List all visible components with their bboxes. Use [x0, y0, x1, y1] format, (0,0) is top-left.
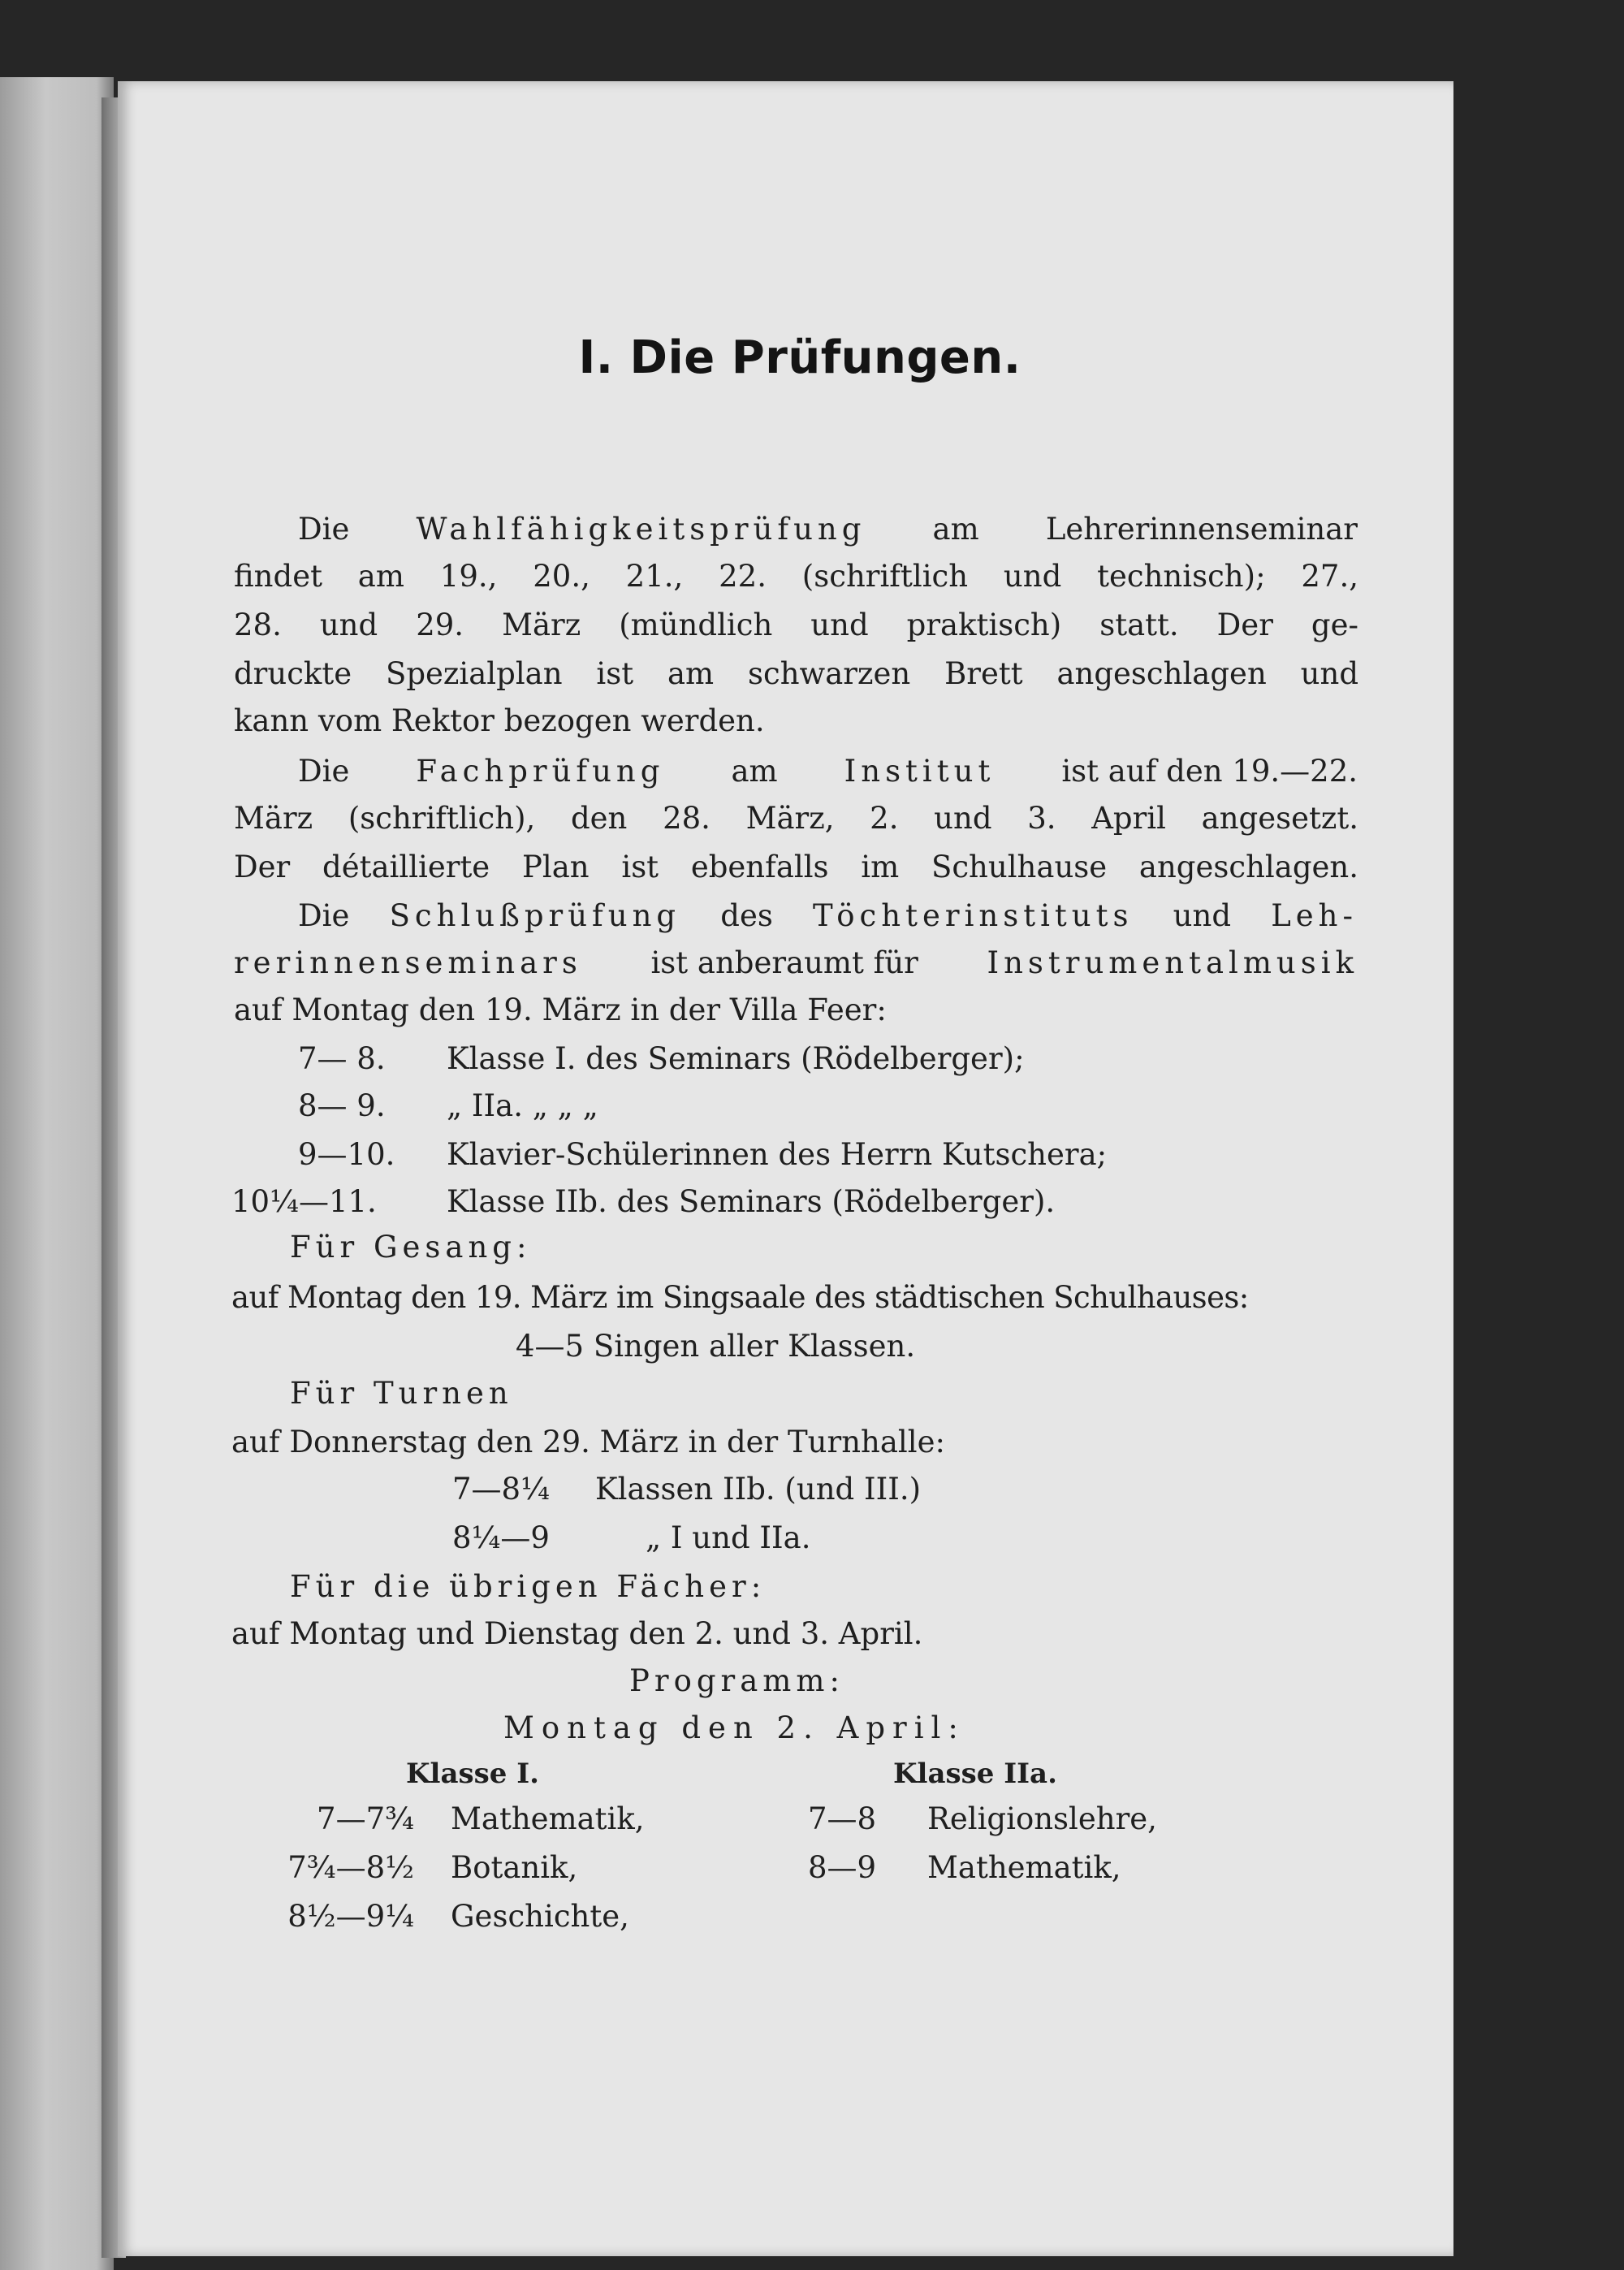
gesang-item: 4—5 Singen aller Klassen. [516, 1329, 916, 1364]
p1-line-4: druckte Spezialplan ist am schwarzen Brett angeschlagen und [234, 656, 1358, 691]
instr-time-3: 9—10. [298, 1137, 395, 1172]
p3-line-1: Die Schlußprüfung des Töchterinstituts und Leh- [298, 898, 1358, 933]
klasse2a-time-2: 8—9 [808, 1850, 877, 1885]
turnen-time-1: 7—8¼ [452, 1472, 550, 1507]
instr-text-3: Klavier-Schülerinnen des Herrn Kutschera; [447, 1137, 1108, 1172]
p3-line-3: auf Montag den 19. März in der Villa Feer: [234, 992, 887, 1027]
programm-label: Programm: [629, 1663, 844, 1698]
p2-line-3: Der détaillierte Plan ist ebenfalls im Schulhause angeschlagen. [234, 850, 1358, 884]
turnen-time-2: 8¼—9 [452, 1520, 550, 1555]
instr-text-1: Klasse I. des Seminars (Rödelberger); [447, 1041, 1025, 1076]
p1-line-3: 28. und 29. März (mündlich und praktisch) statt. Der ge- [234, 607, 1358, 642]
klasse1-subject-1: Mathematik, [451, 1801, 645, 1836]
klasse2a-time-1: 7—8 [808, 1801, 877, 1836]
klasse1-subject-2: Botanik, [451, 1850, 578, 1885]
uebrige-label: Für die übrigen Fächer: [290, 1569, 767, 1604]
turnen-label: Für Turnen [290, 1376, 513, 1411]
p1-line-1: Die Wahlfähigkeitsprüfung am Lehrerinnenseminar [298, 512, 1358, 547]
uebrige-line: auf Montag und Dienstag den 2. und 3. April. [231, 1616, 923, 1651]
klasse2a-subject-1: Religionslehre, [927, 1801, 1157, 1836]
klasse2a-title: Klasse IIa. [893, 1758, 1057, 1790]
page-heading: I. Die Prüfungen. [578, 331, 1021, 384]
klasse1-time-1: 7—7¾ [317, 1801, 414, 1836]
klasse1-time-2: 7¾—8½ [287, 1850, 414, 1885]
klasse2a-subject-2: Mathematik, [927, 1850, 1121, 1885]
left-page-edge [0, 77, 114, 2270]
instr-time-2: 8— 9. [298, 1088, 386, 1123]
gesang-label: Für Gesang: [290, 1230, 532, 1265]
klasse1-subject-3: Geschichte, [451, 1899, 629, 1934]
klasse1-time-3: 8½—9¼ [287, 1899, 414, 1934]
turnen-text-2: „ I und IIa. [646, 1520, 811, 1555]
instr-text-4: Klasse IIb. des Seminars (Rödelberger). [447, 1184, 1056, 1219]
p3-line-2: rerinnenseminars ist anberaumt für Instrumentalmusik [234, 945, 1358, 980]
p2-line-2: März (schriftlich), den 28. März, 2. und 3. April angesetzt. [234, 801, 1358, 836]
p1-line-5: kann vom Rektor bezogen werden. [234, 703, 765, 738]
document-page [118, 81, 1453, 2256]
turnen-text-1: Klassen IIb. (und III.) [595, 1472, 922, 1507]
turnen-line: auf Donnerstag den 29. März in der Turnhalle: [231, 1425, 945, 1459]
p1-line-2: findet am 19., 20., 21., 22. (schriftlich und technisch); 27., [234, 559, 1358, 594]
gesang-line: auf Montag den 19. März im Singsaale des städtischen Schulhauses: [231, 1280, 1249, 1315]
p2-line-1: Die Fachprüfung am Institut ist auf den 19.—22. [298, 754, 1358, 789]
programm-day: Montag den 2. April: [503, 1710, 965, 1745]
klasse1-title: Klasse I. [406, 1758, 539, 1790]
instr-time-1: 7— 8. [298, 1041, 386, 1076]
instr-time-4: 10¼—11. [231, 1184, 377, 1219]
instr-text-2: „ IIa. „ „ „ [447, 1088, 598, 1123]
